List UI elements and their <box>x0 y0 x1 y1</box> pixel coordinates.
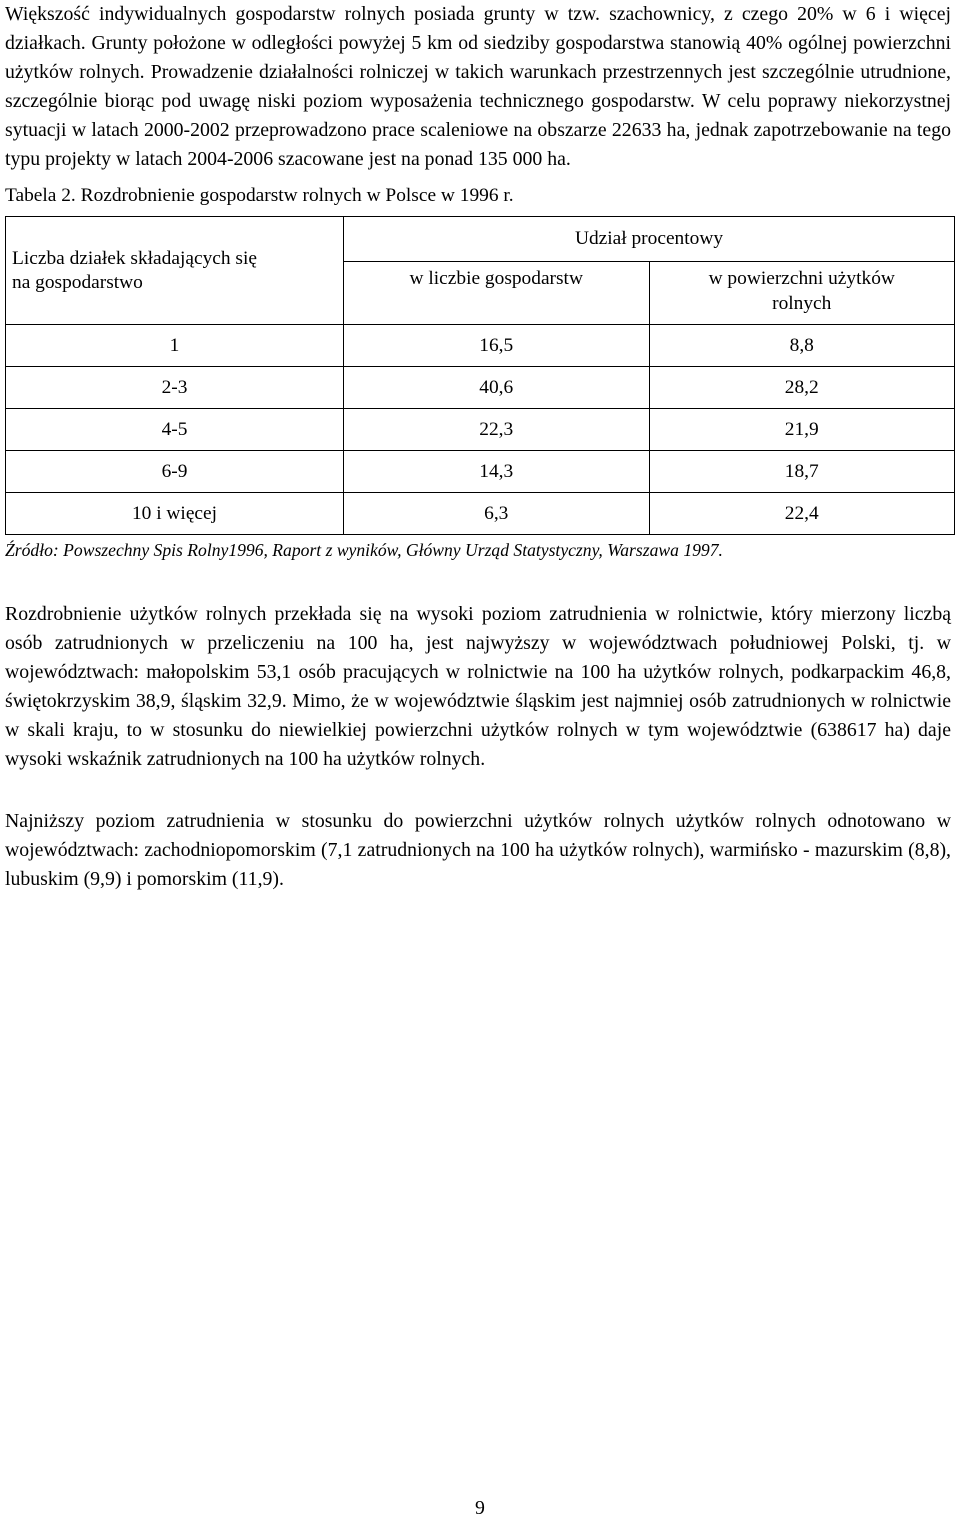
header-share-of-farms: w liczbie gospodarstw <box>344 262 650 325</box>
document-page <box>5 0 951 894</box>
cell-parcels: 1 <box>6 325 344 367</box>
page-number: 9 <box>475 1497 485 1519</box>
cell-area-share: 21,9 <box>649 409 955 451</box>
cell-farms-share: 22,3 <box>344 409 650 451</box>
header-share-of-area-line1: w powierzchni użytków <box>708 268 895 289</box>
paragraph-land-fragmentation: Większość indywidualnych gospodarstw rolnych posiada grunty w tzw. szachownicy, z czego 20% w 6 i więcej działkach. Grunty położone w odległości powyżej 5 km od siedziby gospodarstwa stanowią 40% ogólnej powierzchni użytków rolnych. Prowadzenie działalności rolniczej w takich warunkach przestrzennych jest szczególnie utrudnione, szczególnie biorąc pod uwagę niski poziom wyposażenia technicznego gospodarstw. W celu poprawy niekorzystnej sytuacji w latach 2000-2002 przeprowadzono prace scaleniowe na obszarze 22633 ha, jednak zapotrzebowanie na tego typu projekty w latach 2004-2006 szacowane jest na ponad 135 000 ha. <box>5 3 951 170</box>
paragraph-lowest-employment: Najniższy poziom zatrudnienia w stosunku do powierzchni użytków rolnych użytków rolnych odnotowano w województwach: zachodniopomorskim (7,1 zatrudnionych na 100 ha użytków rolnych), warmińsko - mazurskim (8,8), lubuskim (9,9) i pomorskim (11,9). <box>5 810 951 890</box>
header-share-of-area-line2: rolnych <box>772 293 832 314</box>
cell-area-share: 28,2 <box>649 367 955 409</box>
table-header-row <box>6 217 955 262</box>
cell-farms-share: 14,3 <box>344 451 650 493</box>
table-row <box>6 325 955 367</box>
table-row <box>6 451 955 493</box>
cell-parcels: 10 i więcej <box>6 493 344 535</box>
header-percentage-share: Udział procentowy <box>344 217 955 262</box>
table-row <box>6 493 955 535</box>
farm-fragmentation-table <box>5 216 955 535</box>
header-parcel-count <box>6 217 344 325</box>
header-share-of-area <box>649 262 955 325</box>
cell-farms-share: 40,6 <box>344 367 650 409</box>
cell-parcels: 6-9 <box>6 451 344 493</box>
table-row <box>6 367 955 409</box>
cell-area-share: 8,8 <box>649 325 955 367</box>
header-parcel-count-line2: na gospodarstwo <box>12 271 143 293</box>
table-row <box>6 409 955 451</box>
cell-parcels: 4-5 <box>6 409 344 451</box>
paragraph-employment-density: Rozdrobnienie użytków rolnych przekłada się na wysoki poziom zatrudnienia w rolnictwie, który mierzony liczbą osób zatrudnionych w przeliczeniu na 100 ha, jest najwyższy w województwach południowej Polski, tj. w województwach: małopolskim 53,1 osób pracujących w rolnictwie na 100 ha użytków rolnych, podkarpackim 46,8, świętokrzyskim 38,9, śląskim 32,9. Mimo, że w województwie śląskim jest najmniej osób zatrudnionych w rolnictwie w skali kraju, to w stosunku do niewielkiej powierzchni użytków rolnych w tym województwie (638617 ha) daje wysoki wskaźnik zatrudnionych na 100 ha użytków rolnych. <box>5 603 951 770</box>
cell-area-share: 22,4 <box>649 493 955 535</box>
cell-parcels: 2-3 <box>6 367 344 409</box>
header-parcel-count-line1: Liczba działek składających się <box>12 247 257 269</box>
cell-farms-share: 6,3 <box>344 493 650 535</box>
cell-farms-share: 16,5 <box>344 325 650 367</box>
table-caption: Tabela 2. Rozdrobnienie gospodarstw rolnych w Polsce w 1996 r. <box>5 185 514 206</box>
table-source-note: Źródło: Powszechny Spis Rolny1996, Raport z wyników, Główny Urząd Statystyczny, Warszawa 1997. <box>5 540 723 560</box>
cell-area-share: 18,7 <box>649 451 955 493</box>
